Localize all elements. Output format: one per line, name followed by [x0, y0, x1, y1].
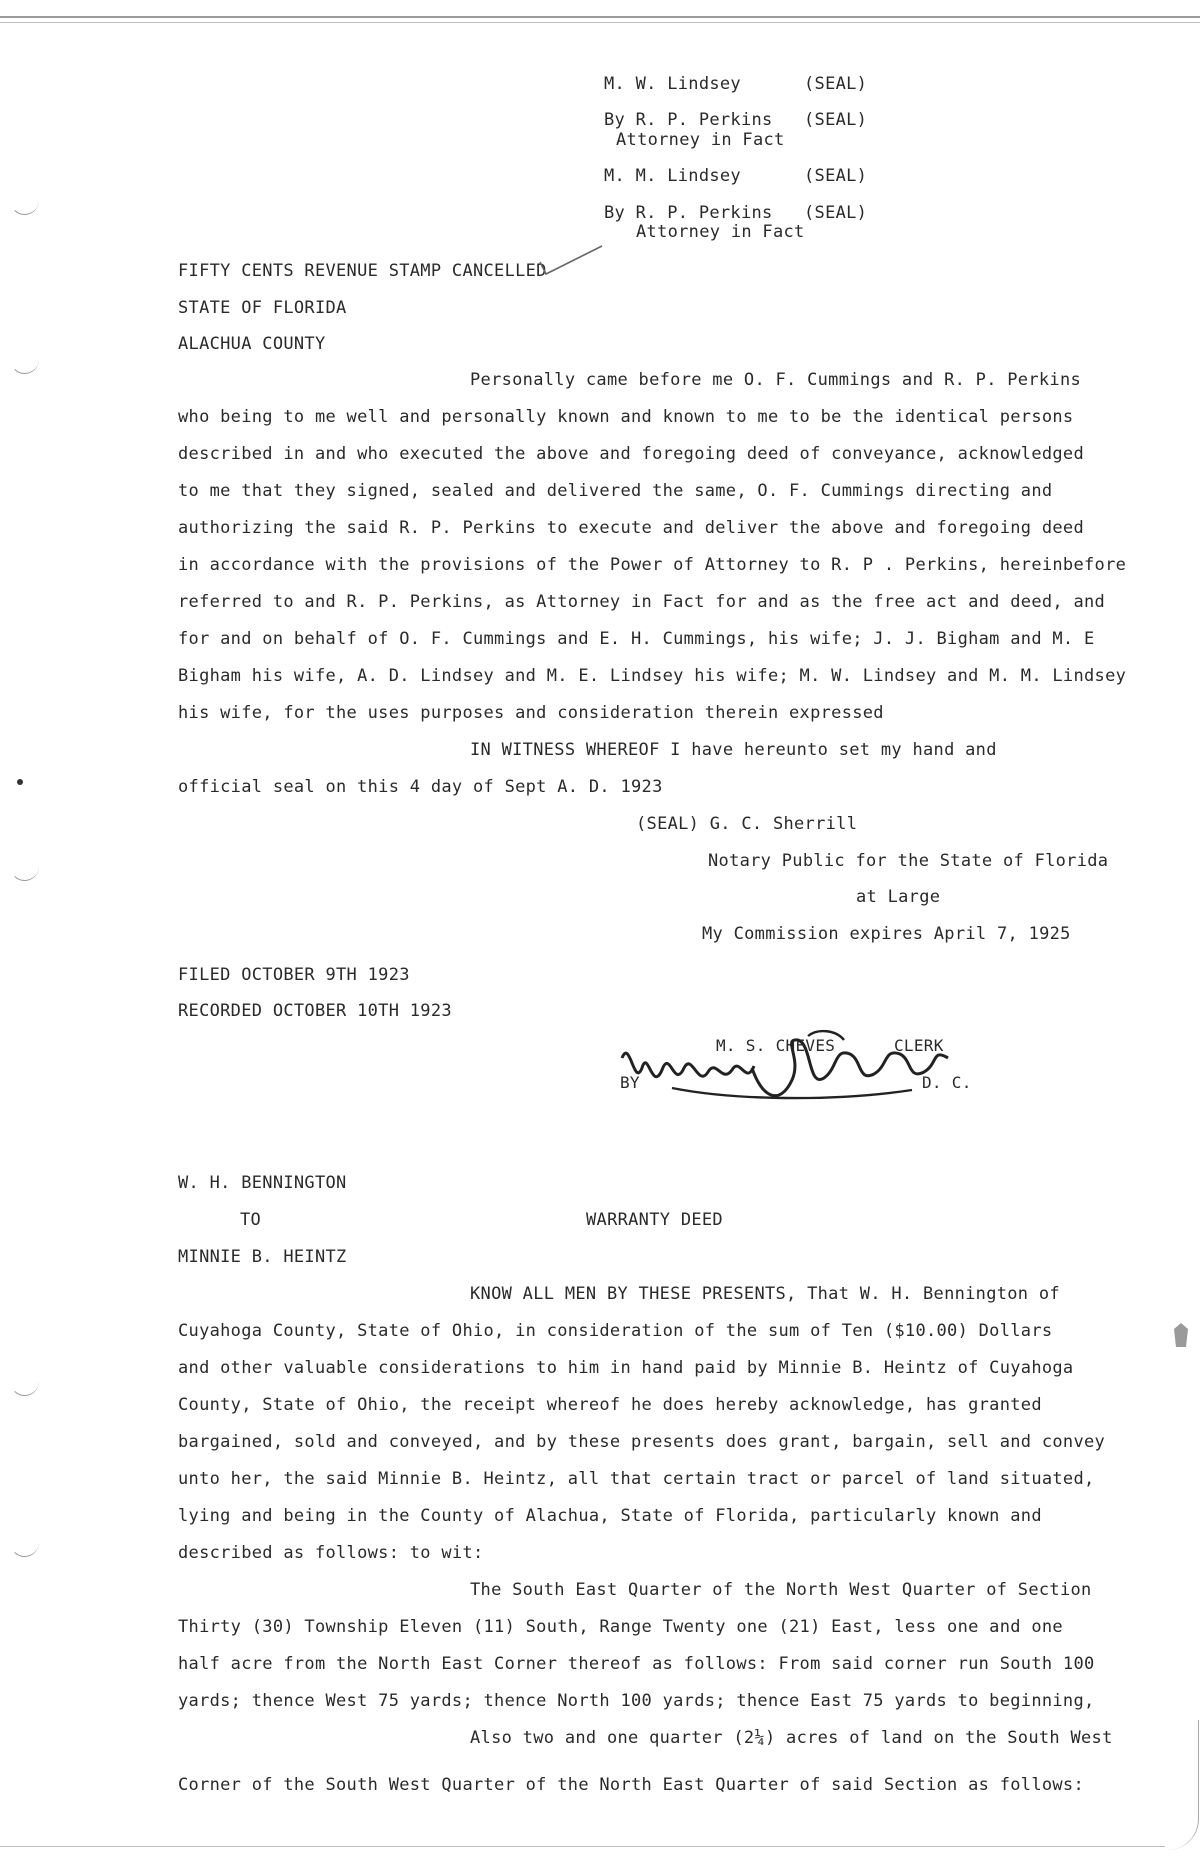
binder-hole-mark [10, 1367, 39, 1396]
ack-body-line: authorizing the said R. P. Perkins to execute and deliver the above and foregoing deed [178, 518, 1084, 538]
revenue-stamp-note: FIFTY CENTS REVENUE STAMP CANCELLED [178, 261, 547, 281]
deed-body-line: Corner of the South West Quarter of the North East Quarter of said Section as follows: [178, 1775, 1084, 1795]
deed-body-line: County, State of Ohio, the receipt whereof he does hereby acknowledge, has granted [178, 1395, 1042, 1415]
signer-name: M. M. Lindsey [604, 166, 741, 186]
deputy-clerk-label: D. C. [922, 1073, 972, 1092]
county-heading: ALACHUA COUNTY [178, 334, 326, 354]
ink-dot [17, 779, 23, 785]
clerk-signature [612, 1018, 972, 1113]
notary-name: (SEAL) G. C. Sherrill [636, 814, 858, 834]
deed-body-line: bargained, sold and conveyed, and by these presents does grant, bargain, sell and convey [178, 1432, 1106, 1452]
deed-body-line: described as follows: to wit: [178, 1543, 484, 1563]
deed-body-line: unto her, the said Minnie B. Heintz, all that certain tract or parcel of land situated, [178, 1469, 1095, 1489]
signer-name: M. W. Lindsey [604, 74, 741, 94]
by-label: BY [620, 1073, 640, 1092]
deed-body-line: Cuyahoga County, State of Ohio, in consideration of the sum of Ten ($10.00) Dollars [178, 1321, 1053, 1341]
ack-body-line: Bigham his wife, A. D. Lindsey and M. E. Lindsey his wife; M. W. Lindsey and M. M. Lindsey [178, 666, 1127, 686]
deed-body-line: lying and being in the County of Alachua, State of Florida, particularly known and [178, 1506, 1042, 1526]
embossed-seal-icon [1170, 1321, 1192, 1351]
deed-body-line: KNOW ALL MEN BY THESE PRESENTS, That W. H. Bennington of [470, 1284, 1060, 1304]
deed-body-line: yards; thence West 75 yards; thence North 100 yards; thence East 75 yards to beginning, [178, 1691, 1095, 1711]
top-border-inner [0, 22, 1200, 23]
state-heading: STATE OF FLORIDA [178, 298, 347, 318]
binder-hole-mark [10, 345, 39, 374]
deed-body-line: The South East Quarter of the North West Quarter of Section [470, 1580, 1092, 1600]
ack-body-line: in accordance with the provisions of the Power of Attorney to R. P . Perkins, hereinbefore [178, 555, 1127, 575]
ack-body-line: to me that they signed, sealed and delivered the same, O. F. Cummings directing and [178, 481, 1053, 501]
ack-body-line: Personally came before me O. F. Cummings and R. P. Perkins [470, 370, 1082, 390]
seal-label: (SEAL) [804, 166, 868, 186]
clerk-title: CLERK [894, 1036, 944, 1055]
notary-jurisdiction: at Large [856, 887, 941, 907]
deed-body-line: and other valuable considerations to him in hand paid by Minnie B. Heintz of Cuyahoga [178, 1358, 1074, 1378]
witness-date-line: official seal on this 4 day of Sept A. D. 1923 [178, 777, 663, 797]
witness-line: IN WITNESS WHEREOF I have hereunto set my hand and [470, 740, 997, 760]
page-curl [1168, 1720, 1199, 1850]
deed-body-line: half acre from the North East Corner thereof as follows: From said corner run South 100 [178, 1654, 1095, 1674]
binder-hole-mark [10, 186, 39, 215]
seal-label: (SEAL) [804, 203, 868, 223]
binder-hole-mark [10, 1528, 39, 1557]
seal-label: (SEAL) [804, 74, 868, 94]
grantee-name: MINNIE B. HEINTZ [178, 1247, 347, 1267]
clerk-name: M. S. CHEVES [716, 1036, 836, 1055]
deed-body-line: Also two and one quarter (2¼) acres of land on the South West [470, 1728, 1113, 1748]
binder-hole-mark [10, 852, 39, 881]
commission-expiry: My Commission expires April 7, 1925 [702, 924, 1071, 944]
ack-body-line: described in and who executed the above and foregoing deed of conveyance, acknowledged [178, 444, 1084, 464]
grantor-to-grantee: TO [240, 1210, 262, 1230]
ack-body-line: referred to and R. P. Perkins, as Attorney in Fact for and as the free act and deed, and [178, 592, 1106, 612]
filed-date: FILED OCTOBER 9TH 1923 [178, 965, 410, 985]
signer-name: By R. P. Perkins [604, 203, 773, 223]
top-border [0, 16, 1200, 18]
deed-title: WARRANTY DEED [586, 1210, 723, 1230]
seal-label: (SEAL) [804, 110, 868, 130]
deed-body-line: Thirty (30) Township Eleven (11) South, Range Twenty one (21) East, less one and one [178, 1617, 1063, 1637]
signer-title: Attorney in Fact [616, 130, 785, 150]
signer-title: Attorney in Fact [636, 222, 805, 242]
bottom-border [0, 1846, 1165, 1847]
recorded-date: RECORDED OCTOBER 10TH 1923 [178, 1001, 452, 1021]
ack-body-line: his wife, for the uses purposes and consideration therein expressed [178, 703, 884, 723]
ack-body-line: who being to me well and personally known and known to me to be the identical persons [178, 407, 1074, 427]
signer-name: By R. P. Perkins [604, 110, 773, 130]
ack-body-line: for and on behalf of O. F. Cummings and E. H. Cummings, his wife; J. J. Bigham and M. E [178, 629, 1095, 649]
notary-title: Notary Public for the State of Florida [708, 851, 1109, 871]
grantor-name: W. H. BENNINGTON [178, 1173, 347, 1193]
check-mark-icon [536, 240, 606, 280]
